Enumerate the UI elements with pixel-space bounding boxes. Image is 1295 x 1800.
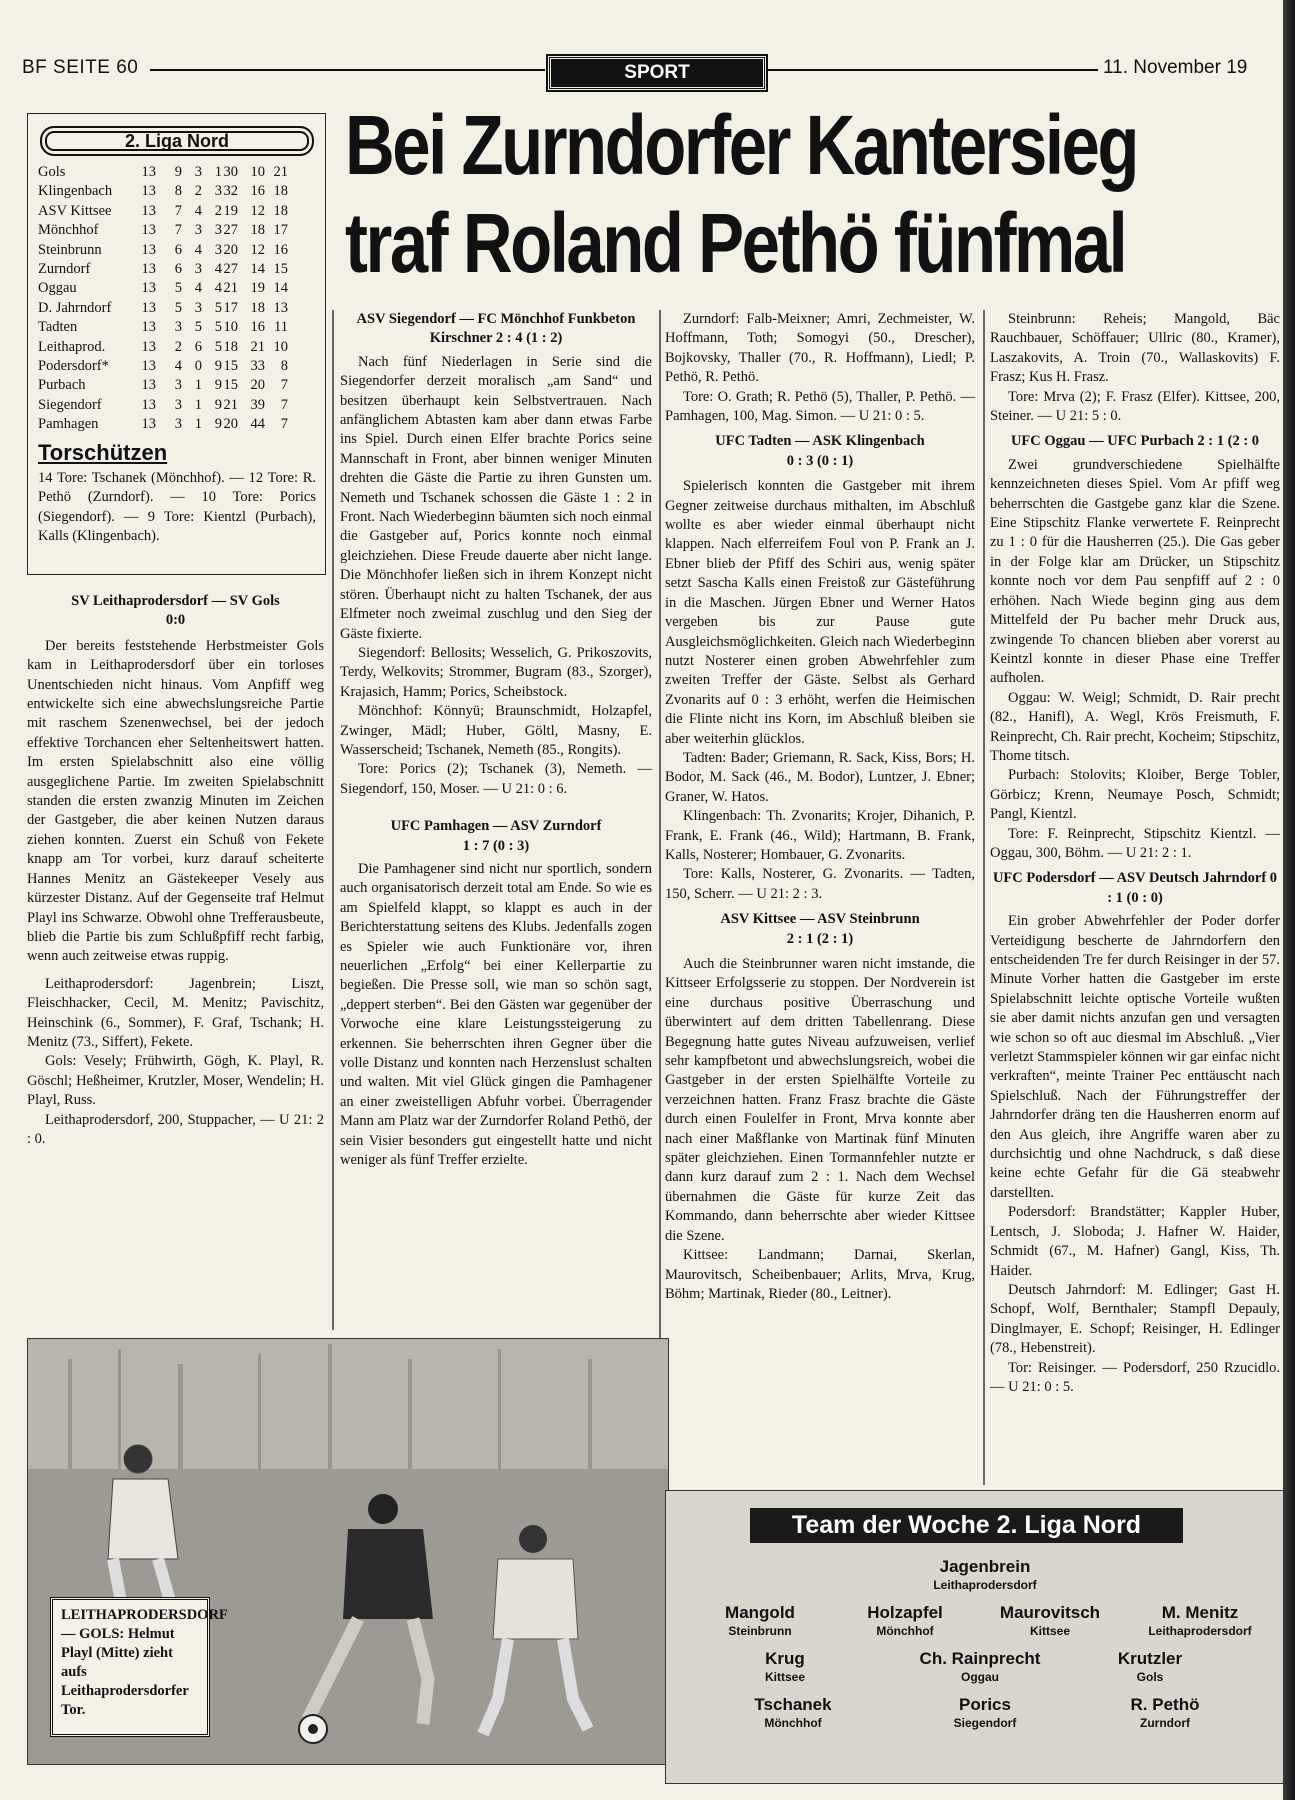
table-cell: 20 [250, 377, 265, 394]
match-stats: Tor: Reisinger. — Podersdorf, 250 Rzucidlo. — U 21: 0 : 5. [990, 1359, 1280, 1395]
table-cell: 1 [194, 416, 202, 433]
table-row [38, 299, 318, 318]
table-row [38, 202, 318, 221]
team-name: Purbach [38, 377, 86, 394]
table-cell: 18 [250, 299, 265, 316]
match-stats: Tore: F. Reinprecht, Stipschitz Kientzl. — Oggau, 300, Böhm. — U 21: 2 : 1. [990, 825, 1280, 861]
header-rule-right [768, 69, 1098, 71]
player-name: Holzapfel [867, 1603, 943, 1622]
table-cell: 18 [223, 338, 238, 355]
issue-date: 11. November 19 [1103, 57, 1248, 78]
table-cell: 30 [223, 164, 238, 180]
match-stats: Tore: Kalls, Nosterer, G. Zvonarits. — Tadten, 150, Scherr. — U 21: 2 : 3. [665, 866, 975, 902]
table-cell: 19 [250, 280, 265, 297]
table-cell: 16 [250, 319, 265, 336]
table-cell: 13 [141, 183, 156, 200]
table-cell: 3 [174, 416, 182, 433]
column-3 [665, 310, 975, 1304]
table-cell: 13 [141, 396, 156, 413]
table-cell: 1 [194, 396, 202, 413]
table-cell: 3 [194, 299, 202, 316]
table-cell: 18 [273, 202, 288, 219]
table-cell: 13 [273, 299, 288, 316]
team-name: Siegendorf [38, 396, 102, 413]
player-club: Steinbrunn [728, 1624, 792, 1638]
player-name: Maurovitsch [999, 1603, 1101, 1622]
table-cell: 3 [214, 222, 222, 239]
team-player [1075, 1694, 1255, 1730]
table-cell: 5 [214, 319, 222, 336]
player-name: Krutzler [1117, 1649, 1183, 1668]
table-cell: 21 [250, 338, 265, 355]
table-cell: 18 [273, 183, 288, 200]
article-body: Zwei grundverschiedene Spielhälfte kennzeichneten dieses Spiel. Vom Ar pfiff weg beherrschten die Gastgebe ganz klar die Szene. Eine Stipschitz Flanke verwertete F. Reinprecht zu 1 : 0 für die Hausherren (25.). Die Gas geber in der Folge klar am Drücker, un Stipschitz konnte noch vor dem Pau senpfiff auf 2 : 0 erhöhen. Nach Wiede beginn ging aus dem Mittelfeld der Pu bacher mehr Druck aus, zwingende To chancen blieben aber vorerst au Keintzl konnte in dieser Phase eine Treffer aufholen. [990, 456, 1280, 687]
table-row [38, 338, 318, 357]
table-cell: 16 [250, 183, 265, 200]
table-cell: 32 [223, 183, 238, 200]
table-cell: 16 [273, 241, 288, 258]
lineup-home: Tadten: Bader; Griemann, R. Sack, Kiss, Bors; H. Bodor, M. Sack (46., M. Bodor), Luntzer, J. Ebner; Graner, W. Hatos. [665, 749, 975, 805]
table-cell: 7 [174, 202, 182, 219]
table-cell: 13 [141, 241, 156, 258]
table-cell: 39 [250, 396, 265, 413]
article-score: 0:0 [165, 612, 186, 629]
table-cell: 3 [214, 241, 222, 258]
table-cell: 15 [223, 377, 238, 394]
team-name: Zurndorf [38, 261, 91, 277]
team-name: Gols [38, 164, 66, 180]
table-cell: 9 [214, 416, 222, 433]
player-name: Krug [765, 1649, 805, 1668]
team-of-week-title: Team der Woche 2. Liga Nord [750, 1508, 1183, 1543]
table-cell: 13 [141, 299, 156, 316]
article-score: 2 : 1 (2 : 1) [786, 930, 854, 947]
table-cell: 7 [280, 396, 288, 413]
table-cell: 20 [223, 241, 238, 258]
column-4 [990, 310, 1280, 1397]
table-cell: 5 [194, 319, 202, 336]
match-stats: Leithaprodersdorf, 200, Stuppacher, — U 21: 2 : 0. [27, 1111, 324, 1147]
player-club: Oggau [961, 1670, 999, 1684]
player-name: Porics [959, 1695, 1011, 1714]
team-player [895, 1556, 1075, 1592]
page-binding-edge [1283, 0, 1295, 1800]
table-cell: 7 [280, 377, 288, 394]
table-cell: 10 [250, 164, 265, 180]
table-cell: 13 [141, 319, 156, 336]
table-cell: 6 [174, 241, 182, 258]
lineup-zurndorf: Zurndorf: Falb-Meixner; Amri, Zechmeister, W. Hoffmann, Toth; Somogyi (50., Drescher), Bojkovsky, Thaller (70., R. Hoffmann), Liedl; P. Pethö, R. Pethö. [665, 311, 975, 386]
league-table-title: 2. Liga Nord [40, 126, 314, 156]
table-cell: 4 [214, 280, 222, 297]
player-club: Mönchhof [876, 1624, 934, 1638]
table-cell: 14 [250, 261, 265, 277]
article-title: UFC Pamhagen — ASV Zurndorf [390, 818, 602, 835]
table-cell: 27 [223, 222, 238, 239]
article-title: ASV Siegendorf — FC Mönchhof Funkbeton Kirschner 2 : 4 (1 : 2) [356, 311, 636, 347]
team-player [703, 1694, 883, 1730]
lineup-away: Gols: Vesely; Frühwirth, Gögh, K. Playl, R. Göschl; Heßheimer, Krutzler, Moser, Wendelin; H. Playl, Russ. [27, 1053, 324, 1109]
table-cell: 13 [141, 280, 156, 297]
table-row [38, 182, 318, 201]
table-cell: 5 [214, 299, 222, 316]
table-row [38, 260, 318, 279]
team-player [1110, 1602, 1290, 1638]
table-cell: 12 [250, 202, 265, 219]
article-body: Der bereits feststehende Herbstmeister Gols kam in Leithaprodersdorf über ein torloses Unentschieden nicht hinaus. Vom Anpfiff weg entwickelte sich eine abwechslungsreiche Partie mit raschem Szenenwechsel, bei der jedoch effektive Torchancen eher Seltenheitswert hatten. Im ersten Spielabschnitt also eine völlig ausgeglichene Partie. Im zweiten Spielabschnitt standen die ersten zwanzig Minuten im Zeichen der Gastgeber, die aber keinen Nutzen daraus ziehen konnten. Zuerst ein Schuß von Fekete knapp am Tor vorbei, kurz darauf scheiterte Hannes Menitz an Gästekeeper Vesely aus kürzester Distanz. Auf der Gegenseite traf Helmut Playl ins Schwarze. Obwohl ohne Trefferausbeute, blieb die Partie bis zum Schlußpfiff recht farbig, wenn auch zeitweise etwas ruppig. [27, 637, 324, 965]
table-cell: 14 [273, 280, 288, 297]
table-cell: 20 [223, 416, 238, 433]
table-cell: 7 [174, 222, 182, 239]
team-name: Oggau [38, 280, 77, 297]
table-cell: 3 [174, 319, 182, 336]
player-name: R. Pethö [1130, 1695, 1200, 1714]
table-cell: 13 [141, 222, 156, 239]
table-cell: 12 [250, 241, 265, 258]
lineup-home: Leithaprodersdorf: Jagenbrein; Liszt, Fleischhacker, Cecil, M. Menitz; Pavischitz, Heinschink (6., Sommer), F. Graf, Tschank; H. Menitz (73., Siffert), Fekete. [27, 975, 324, 1050]
table-cell: 4 [194, 280, 202, 297]
article-body: Spielerisch konnten die Gastgeber mit ihrem Gegner zeitweise durchaus mithalten, im Abschluß wollte es aber wieder einmal überhaupt nicht klappen. Nach elferreifem Foul von P. Frank an J. Ebner blieb der Pfiff des Schiri aus, wenig später setzt Sascha Kalls einen Freistoß zur Gästeführung in die Maschen. Jürgen Ebner und Werner Hatos vergeben bis zur Pause gute Ausgleichsmöglichkeiten. Gleich nach Wiederbeginn nutzt Nosterer einen groben Abwehrfehler zum zweiten Treffer der Gäste. Selbst als Gerhard Zvonarits auf 0 : 3 erhöht, werfen die Heimischen die Flinte nicht ins Korn, im Abschluß bleiben sie aber weiterhin glücklos. [665, 478, 975, 747]
table-row [38, 221, 318, 240]
player-name: M. Menitz [1161, 1603, 1239, 1622]
table-cell: 13 [141, 416, 156, 433]
table-cell: 0 [194, 358, 202, 374]
table-cell: 3 [214, 183, 222, 200]
scorers-text: 14 Tore: Tschanek (Mönchhof). — 12 Tore: R. Pethö (Zurndorf). — 10 Tore: Porics (Siegendorf). — 9 Tore: Kientzl (Purbach), Kalls (Klingenbach). [38, 470, 316, 545]
lineup-home: Siegendorf: Bellosits; Wesselich, G. Prikoszovits, Terdy, Welkovits; Strommer, Bugram (83., Szorger), Krajasich, Hamm; Porics, Scheibstock. [340, 644, 652, 700]
table-cell: 4 [214, 261, 222, 277]
lineup-away: Klingenbach: Th. Zvonarits; Krojer, Dihanich, P. Frank, E. Frank (46., Wild); Hartmann, B. Frank, Kalls, Nosterer; Hombauer, G. Zvonarits. [665, 808, 975, 863]
article-title: SV Leithaprodersdorf — SV Gols [71, 593, 280, 609]
lineup-home: Podersdorf: Brandstätter; Kappler Huber, Lentsch, J. Sloboda; J. Hafner W. Haider, Schmidt (67., M. Hafner) Gangl, Kiss, Th. Haider. [990, 1204, 1280, 1279]
table-row [38, 163, 318, 182]
player-club: Kittsee [1029, 1624, 1070, 1638]
table-cell: 21 [223, 396, 238, 413]
table-cell: 3 [174, 396, 182, 413]
table-cell: 5 [214, 338, 222, 355]
table-cell: 9 [214, 396, 222, 413]
team-player [895, 1694, 1075, 1730]
article-body: Nach fünf Niederlagen in Serie sind die Siegendorfer derzeit moralisch „am Sand“ und besitzen überhaupt kein Selbstvertrauen. Nach anfänglichem Abtasten kam aber dann etwas Farbe ins Spiel. Durch einen Elfer brachte Porics seine Mannschaft in Front, aber binnen weniger Minuten drehten die Gäste die Partie zu ihren Gunsten um. Nemeth und Tschanek schossen die Gäste 1 : 2 in Front. Nach Wiederbeginn bäumten sich noch einmal die Gastgeber auf, Porics konnte noch einmal gleichziehen. Diese Freude dauerte aber nicht lange. Die Mönchhofer ließen sich in ihrem Konzept nicht stören. Überhaupt nicht zu halten Tschanek, der aus Elfmeter noch zweimal zuschlug und den Sieg der Gäste fixierte. [340, 353, 652, 642]
table-cell: 10 [273, 338, 288, 355]
table-cell: 15 [223, 358, 238, 374]
lineup-steinbrunn: Steinbrunn: Reheis; Mangold, Bäc Rauchbauer, Schöffauer; Ullric (80., Kramer), Laszakovits, A. Troin (70., Wallaskovits) F. Frasz; Kus H. Frasz. [990, 311, 1280, 386]
team-name: Leithaprod. [38, 338, 106, 355]
player-name: Ch. Rainprecht [919, 1649, 1041, 1668]
table-cell: 9 [174, 164, 182, 180]
table-cell: 13 [141, 338, 156, 355]
table-row [38, 241, 318, 260]
match-stats: Tore: O. Grath; R. Pethö (5), Thaller, P. Pethö. — Pamhagen, 100, Mag. Simon. — U 21: 0 : 5. [665, 388, 975, 425]
team-name: D. Jahrndorf [38, 299, 112, 316]
table-row [38, 415, 318, 434]
player-club: Kittsee [764, 1670, 805, 1684]
table-cell: 3 [194, 261, 202, 277]
table-cell: 9 [214, 358, 222, 374]
lineup-away: Mönchhof: Könnyü; Braunschmidt, Holzapfel, Zwinger, Mädl; Huber, Göltl, Masny, E. Wasserscheid; Tschanek, Nemeth (85., Rongits). [340, 703, 652, 758]
table-cell: 11 [274, 319, 288, 336]
article-title: ASV Kittsee — ASV Steinbrunn [720, 911, 920, 928]
match-stats: Tore: Porics (2); Tschanek (3), Nemeth. — Siegendorf, 150, Moser. — U 21: 0 : 6. [340, 761, 652, 797]
match-stats: Tore: Mrva (2); F. Frasz (Elfer). Kittsee, 200, Steiner. — U 21: 5 : 0. [990, 388, 1280, 425]
table-cell: 44 [250, 416, 265, 433]
table-row [38, 318, 318, 337]
player-name: Mangold [725, 1603, 795, 1622]
table-cell: 5 [174, 280, 182, 297]
table-cell: 21 [223, 280, 238, 297]
table-cell: 6 [174, 261, 182, 277]
table-cell: 2 [194, 183, 202, 200]
table-cell: 27 [223, 261, 238, 277]
table-cell: 9 [214, 377, 222, 394]
player-club: Leithaprodersdorf [933, 1578, 1037, 1592]
table-cell: 3 [194, 164, 202, 180]
table-cell: 19 [223, 202, 238, 219]
table-cell: 17 [273, 222, 288, 239]
table-cell: 15 [273, 261, 288, 277]
photo-caption: LEITHAPRODERSDORF — GOLS: Helmut Playl (Mitte) zieht aufs Leithaprodersdorfer Tor. [50, 1597, 210, 1737]
column-rule [983, 310, 985, 1485]
team-player [1060, 1648, 1240, 1684]
table-cell: 3 [194, 222, 202, 239]
team-name: Pamhagen [38, 416, 99, 433]
lineup-home: Oggau: W. Weigl; Schmidt, D. Rair precht (82., Hanifl), A. Wegl, Krös Freismuth, F. Reinprecht, Ch. Rair precht, Kocheim; Stipschitz, Thome titsch. [990, 689, 1280, 764]
team-name: Tadten [38, 319, 78, 336]
column-rule [332, 310, 334, 1330]
team-name: ASV Kittsee [38, 202, 112, 219]
article-body: Ein grober Abwehrfehler der Poder dorfer Verteidigung bescherte de Jahrndorfern den entscheidenden Tre fer durch Reisinger in der 57. Minute Vorher hatten die Gastgeber im erste Spielabschnitt leichte optische Vorteile wußten sie aber damit nichts anzufan gen und versagten wie schon so oft auc diesmal im Abschluß. „Vier verletzt Stammspieler können wir gar einfac nicht verkraften“, meinte Trainer Pec enttäuscht nach Spielschluß. Nach der Führungstreffer der Jahrndorfer dräng ten die Hausherren enorm auf den Aus gleich, ihre Angriffe waren aber zu durchsichtig und ohne Nachdruck, s daß diese keine echte Gefahr für die Gä steabwehr darstellten. [990, 913, 1280, 1201]
player-club: Leithaprodersdorf [1148, 1624, 1252, 1638]
table-cell: 5 [174, 299, 182, 316]
table-cell: 8 [174, 183, 182, 200]
column-rule [659, 310, 661, 1480]
team-player [695, 1648, 875, 1684]
table-cell: 3 [174, 377, 182, 394]
table-row [38, 396, 318, 415]
table-row [38, 357, 318, 376]
article-title: UFC Oggau — UFC Purbach 2 : 1 (2 : 0 [1010, 433, 1260, 450]
article-title: UFC Tadten — ASK Klingenbach [715, 433, 925, 450]
article-title: UFC Podersdorf — ASV Deutsch Jahrndorf 0 : 1 (0 : 0) [992, 870, 1278, 906]
table-cell: 13 [141, 261, 156, 277]
table-cell: 1 [214, 164, 222, 180]
table-cell: 2 [214, 202, 222, 219]
article-score: 0 : 3 (0 : 1) [786, 452, 854, 469]
article-score: 1 : 7 (0 : 3) [462, 837, 530, 854]
team-name: Mönchhof [38, 222, 99, 239]
header-rule-left [150, 69, 545, 71]
team-name: Klingenbach [38, 183, 113, 200]
table-cell: 7 [280, 416, 288, 433]
team-name: Steinbrunn [38, 241, 102, 258]
lineup-away: Deutsch Jahrndorf: M. Edlinger; Gast H. Schopf, Wolf, Bernthaler; Stampfl Depauly, Dinglmayer, E. Schopf; Reisinger, H. Edlinger (78., Hebenstreit). [990, 1281, 1280, 1357]
player-name: Jagenbrein [939, 1557, 1031, 1576]
player-club: Gols [1136, 1670, 1164, 1684]
player-name: Tschanek [754, 1695, 832, 1714]
table-cell: 13 [141, 202, 156, 219]
table-cell: 4 [174, 358, 182, 374]
lineup-kittsee: Kittsee: Landmann; Darnai, Skerlan, Maurovitsch, Scheibenbauer; Arlits, Mrva, Krug, Böhm; Martinak, Rieder (80., Leitner). [665, 1247, 975, 1302]
table-row [38, 279, 318, 298]
table-cell: 4 [194, 241, 202, 258]
table-cell: 6 [194, 338, 202, 355]
table-cell: 2 [174, 338, 182, 355]
table-cell: 4 [194, 202, 202, 219]
team-name: Podersdorf* [38, 358, 109, 374]
article-leithaprodersdorf-gols [27, 592, 324, 1149]
table-cell: 8 [280, 358, 288, 374]
table-cell: 18 [250, 222, 265, 239]
table-cell: 10 [223, 319, 238, 336]
table-cell: 13 [141, 164, 156, 180]
section-label: SPORT [548, 56, 766, 90]
headline-line-1: Bei Zurndorfer Kantersieg [345, 98, 1138, 192]
table-cell: 17 [223, 299, 238, 316]
player-club: Mönchhof [764, 1716, 822, 1730]
player-club: Siegendorf [953, 1716, 1017, 1730]
team-player [890, 1648, 1070, 1684]
table-cell: 13 [141, 377, 156, 394]
player-club: Zurndorf [1140, 1716, 1190, 1730]
table-cell: 21 [273, 164, 288, 180]
page-number: BF SEITE 60 [22, 57, 139, 78]
headline-line-2: traf Roland Pethö fünfmal [345, 196, 1126, 290]
article-body: Auch die Steinbrunner waren nicht imstande, die Kittseer Erfolgsserie zu stoppen. Der Nordverein ist eine durchaus positive Überraschung und überwintert auf dem dritten Tabellenrang. Diese Begegnung hatte gutes Niveau aufzuweisen, verlief sehr kampfbetont und abwechslungsreich, wobei die Gastgeber in der ersten Spielhälfte Vorteile zu verzeichnen hatten. Franz Frasz brachte die Gäste durch einen Foulelfer in Front, Mrva konnte aber nach einer Maßflanke von Martinak fünf Minuten später gleichziehen. Einen Tormannfehler nutzte er dann kurz darauf zum 2 : 1. Nach dem Wechsel übernahmen die Gäste für kurze Zeit das Kommando, dann beherrschte aber wieder Kittsee die Szene. [665, 956, 975, 1244]
table-cell: 1 [194, 377, 202, 394]
lineup-away: Purbach: Stolovits; Kloiber, Berge Tobler, Görbicz; Krenn, Neumaye Posch, Schmidt; Pangl, Kientzl. [990, 767, 1280, 823]
table-cell: 13 [141, 358, 156, 374]
article-body: Die Pamhagener sind nicht nur sportlich, sondern auch organisatorisch derzeit total am Ende. So wie es am Spielfeld klappt, so klappt es auch in der Berichterstattung seitens des Klubs. Jedenfalls zogen es Spieler wie auch Funktionäre vor, ihren neuerlichen „Erfolg“ bei einer Kellerpartie zu begießen. Die Presse soll, wie man so schön sagt, „deppert sterben“. Bei den Gästen war gegenüber der Vorwoche eine klare Leistungssteigerung zu erkennen. Sie beherrschten ihren Gegner über die volle Distanz und konnten nach Herzenslust schalten und walten. Mit viel Glück gingen die Pamhagener an einer zweistelligen Abfuhr vorbei. Überragender Mann am Platz war der Zurndorfer Roland Pethö, der sein Visier besonders gut eingestellt hatte und nicht weniger als fünf Treffer erzielte. [340, 860, 652, 1169]
column-2 [340, 310, 652, 1170]
scorers-title: Torschützen [38, 440, 168, 465]
table-cell: 33 [250, 358, 265, 374]
table-row [38, 376, 318, 395]
